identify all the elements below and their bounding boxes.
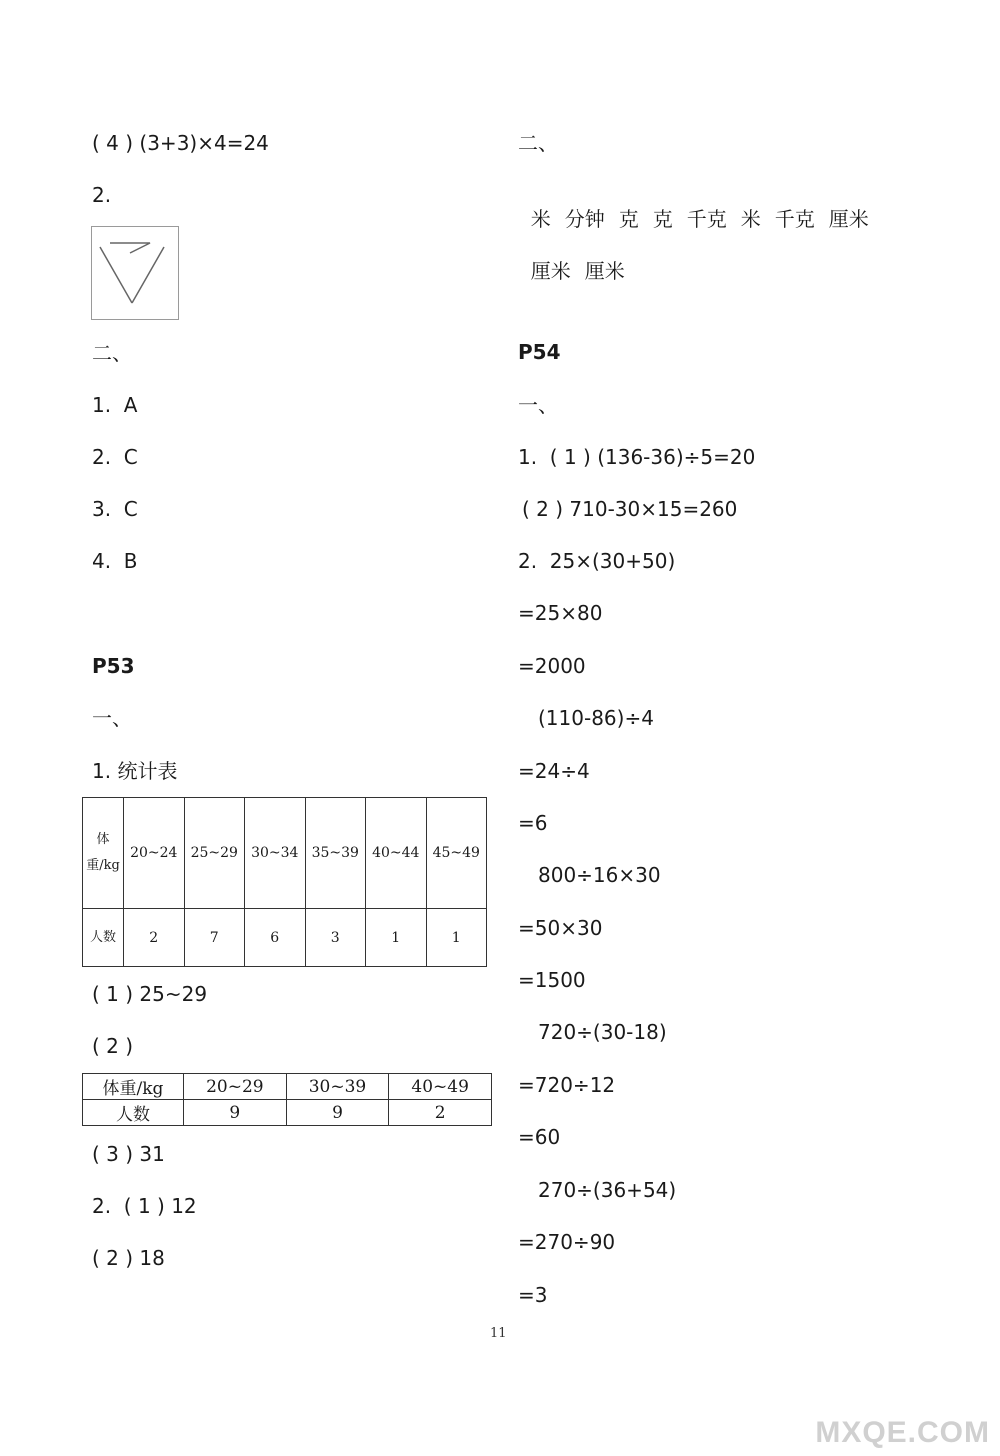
equation-line: =3 [518, 1283, 548, 1307]
table-row [83, 798, 487, 909]
equation-line: =25×80 [518, 601, 603, 625]
answer-line: ( 2 ) 18 [92, 1246, 165, 1270]
answer-line: 2. ( 1 ) 12 [92, 1194, 197, 1218]
table-cell: 2 [124, 909, 185, 967]
equation-line: (110-86)÷4 [538, 706, 654, 730]
table-cell: 人数 [83, 909, 124, 967]
answer-4-line: ( 4 ) (3+3)×4=24 [92, 131, 269, 155]
table-row [83, 1100, 492, 1126]
table-cell: 35~39 [305, 798, 366, 909]
table-cell: 40~44 [366, 798, 427, 909]
table-cell: 2 [389, 1100, 492, 1126]
answer-line: ( 3 ) 31 [92, 1142, 165, 1166]
table-cell: 体重/kg [83, 798, 124, 909]
table-cell: 7 [184, 909, 245, 967]
table-cell: 3 [305, 909, 366, 967]
unit-answer: 克 [618, 207, 639, 231]
table-cell: 6 [245, 909, 306, 967]
table-row [83, 909, 487, 967]
equation-line: =270÷90 [518, 1230, 616, 1254]
equation-line: 2. 25×(30+50) [518, 549, 676, 573]
answer-line: ( 2 ) [92, 1034, 134, 1058]
equation-line: =1500 [518, 968, 586, 992]
section-1-heading: 一、 [92, 706, 132, 730]
page-number: 11 [490, 1326, 507, 1341]
answer-line: 1. A [92, 393, 138, 417]
equation-line: 270÷(36+54) [538, 1178, 677, 1202]
unit-answer: 厘米 [530, 259, 571, 283]
equation-line: =24÷4 [518, 759, 590, 783]
equation-line: =2000 [518, 654, 586, 678]
section-2-heading: 二、 [518, 131, 558, 155]
table-cell: 9 [286, 1100, 389, 1126]
weight-stat-table [82, 797, 487, 967]
table-cell: 30~39 [286, 1074, 389, 1100]
equation-line: 800÷16×30 [538, 863, 661, 887]
table-row [83, 1074, 492, 1100]
table-cell: 1 [426, 909, 487, 967]
unit-answer: 米 [740, 207, 761, 231]
section-2-heading: 二、 [92, 341, 132, 365]
table-cell: 体重/kg [83, 1074, 184, 1100]
answer-line: ( 1 ) 25~29 [92, 982, 208, 1006]
page-heading-p54: P54 [518, 340, 561, 364]
table-cell: 30~34 [245, 798, 306, 909]
site-watermark: MXQE.COM [815, 1416, 990, 1449]
unit-answer: 米 [530, 207, 551, 231]
equation-line: =50×30 [518, 916, 603, 940]
unit-answer: 千克 [774, 207, 815, 231]
question-1-label: 1. 统计表 [92, 759, 178, 783]
units-answer-row [518, 235, 639, 283]
answer-line: 2. C [92, 445, 138, 469]
equation-line: 1. ( 1 ) (136-36)÷5=20 [518, 445, 756, 469]
equation-line: ( 2 ) 710-30×15=260 [522, 497, 738, 521]
triangle-in-square-diagram [91, 226, 179, 320]
answer-line: 4. B [92, 549, 138, 573]
grouped-weight-table [82, 1073, 492, 1126]
triangle-figure [92, 227, 178, 319]
equation-line: 720÷(30-18) [538, 1020, 667, 1044]
table-cell: 20~29 [184, 1074, 287, 1100]
table-cell: 20~24 [124, 798, 185, 909]
unit-answer: 克 [652, 207, 673, 231]
units-answer-row [518, 183, 883, 231]
unit-answer: 厘米 [828, 207, 869, 231]
unit-answer: 分钟 [564, 207, 605, 231]
table-cell: 40~49 [389, 1074, 492, 1100]
unit-answer: 厘米 [584, 259, 625, 283]
equation-line: =6 [518, 811, 548, 835]
equation-line: =720÷12 [518, 1073, 616, 1097]
equation-line: =60 [518, 1125, 561, 1149]
section-1-heading: 一、 [518, 393, 558, 417]
answer-line: 3. C [92, 497, 138, 521]
table-cell: 9 [184, 1100, 287, 1126]
question-2-label: 2. [92, 183, 112, 207]
table-cell: 45~49 [426, 798, 487, 909]
page-heading-p53: P53 [92, 654, 135, 678]
table-cell: 25~29 [184, 798, 245, 909]
unit-answer: 千克 [686, 207, 727, 231]
table-cell: 人数 [83, 1100, 184, 1126]
table-cell: 1 [366, 909, 427, 967]
